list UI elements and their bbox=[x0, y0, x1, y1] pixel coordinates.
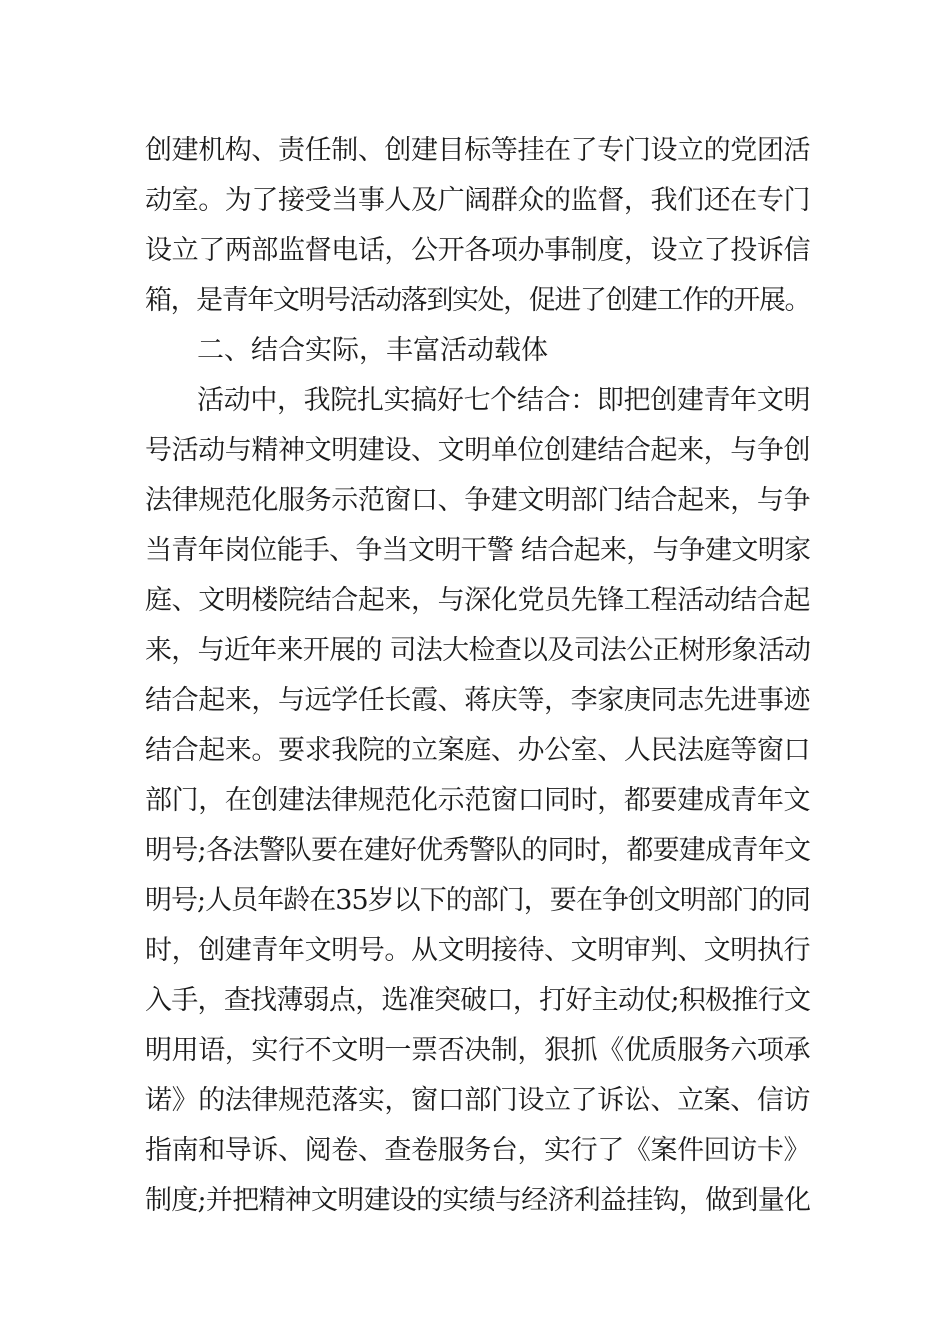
text-line: 来，与近年来开展的 司法大检查以及司法公正树形象活动 bbox=[145, 635, 810, 666]
text-line: 制度;并把精神文明建设的实绩与经济利益挂钩，做到量化 bbox=[145, 1185, 810, 1216]
text-line: 号活动与精神文明建设、文明单位创建结合起来，与争创 bbox=[145, 435, 810, 466]
section-heading: 二、结合实际，丰富活动载体 bbox=[197, 335, 548, 366]
text-line: 时，创建青年文明号。从文明接待、文明审判、文明执行 bbox=[145, 935, 810, 966]
text-line: 指南和导诉、阅卷、查卷服务台，实行了《案件回访卡》 bbox=[145, 1135, 810, 1166]
text-line: 部门，在创建法律规范化示范窗口同时，都要建成青年文 bbox=[145, 785, 810, 816]
text-line: 明号;人员年龄在35岁以下的部门，要在争创文明部门的同 bbox=[145, 885, 810, 916]
text-line: 创建机构、责任制、创建目标等挂在了专门设立的党团活 bbox=[145, 135, 810, 166]
text-line: 明号;各法警队要在建好优秀警队的同时，都要建成青年文 bbox=[145, 835, 810, 866]
text-line: 活动中，我院扎实搞好七个结合：即把创建青年文明 bbox=[197, 385, 810, 416]
text-line: 诺》的法律规范落实，窗口部门设立了诉讼、立案、信访 bbox=[145, 1085, 810, 1116]
text-line: 法律规范化服务示范窗口、争建文明部门结合起来，与争 bbox=[145, 485, 810, 516]
text-line: 结合起来，与远学任长霞、蒋庆等，李家庚同志先进事迹 bbox=[145, 685, 810, 716]
text-line: 明用语，实行不文明一票否决制，狠抓《优质服务六项承 bbox=[145, 1035, 810, 1066]
text-line: 动室。为了接受当事人及广阔群众的监督，我们还在专门 bbox=[145, 185, 810, 216]
text-line: 当青年岗位能手、争当文明干警 结合起来，与争建文明家 bbox=[145, 535, 810, 566]
text-line: 入手，查找薄弱点，选准突破口，打好主动仗;积极推行文 bbox=[145, 985, 810, 1016]
text-line: 结合起来。要求我院的立案庭、办公室、人民法庭等窗口 bbox=[145, 735, 810, 766]
text-line: 设立了两部监督电话，公开各项办事制度，设立了投诉信 bbox=[145, 235, 810, 266]
text-line: 箱，是青年文明号活动落到实处，促进了创建工作的开展。 bbox=[145, 285, 810, 316]
text-line: 庭、文明楼院结合起来，与深化党员先锋工程活动结合起 bbox=[145, 585, 810, 616]
